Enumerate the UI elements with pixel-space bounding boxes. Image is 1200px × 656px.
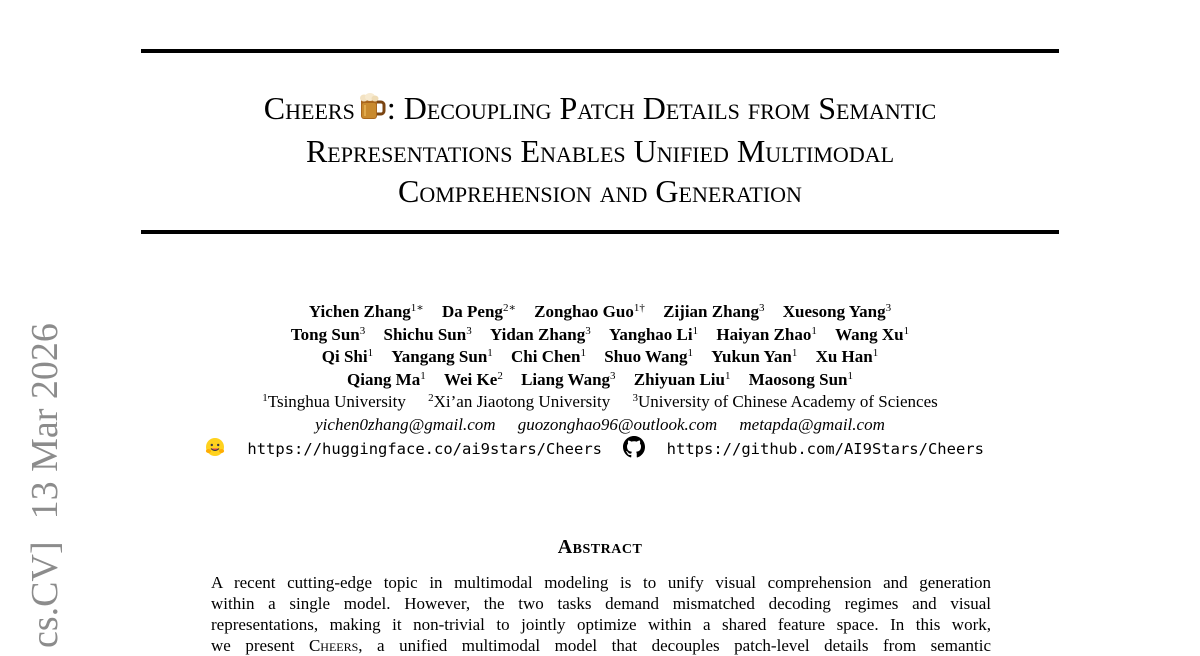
author-name: Zijian Zhang$^3$ <box>663 302 765 321</box>
affiliation: $^2$Xi’an Jiaotong University <box>428 392 611 411</box>
paper-title <box>141 88 1059 211</box>
github-link[interactable]: https://github.com/AI9Stars/Cheers <box>666 440 984 458</box>
arxiv-date: 13 Mar 2026 <box>24 323 66 520</box>
arxiv-category: cs.CV] <box>24 541 66 648</box>
author-name: Qi Shi$^1$ <box>321 347 374 366</box>
huggingface-link[interactable]: https://huggingface.co/ai9stars/Cheers <box>247 440 602 458</box>
abstract-line: representations, making it non-trivial to jointly optimize within a shared feature space. In this work, <box>211 615 991 634</box>
author-name: Zhiyuan Liu$^1$ <box>633 369 731 389</box>
author-name: Yichen Zhang$^{1∗}$ <box>308 302 424 321</box>
author-name: Qiang Ma$^1$ <box>347 369 426 389</box>
abstract-line: within a single model. However, the two tasks demand mismatched decoding regimes and visual <box>211 594 991 613</box>
project-links <box>141 436 1059 465</box>
author-name: Shuo Wang$^1$ <box>604 347 694 366</box>
title-product-name: Cheers <box>263 90 355 126</box>
author-block <box>141 301 1059 436</box>
author-name: Wei Ke$^2$ <box>443 369 503 389</box>
title-bottom-rule <box>141 230 1059 234</box>
author-name: Xuesong Yang$^3$ <box>782 302 892 321</box>
title-line-2: Representations Enables Unified Multimodal <box>305 133 895 169</box>
author-name: Maosong Sun$^1$ <box>748 369 853 389</box>
author-name: Wang Xu$^1$ <box>835 324 910 344</box>
author-name: Da Peng$^{2∗}$ <box>442 302 516 321</box>
author-name: Chi Chen$^1$ <box>511 347 586 366</box>
author-row <box>141 324 1059 347</box>
email-link[interactable]: metapda@gmail.com <box>739 414 885 434</box>
author-name: Xu Han$^1$ <box>815 347 879 366</box>
author-name: Liang Wang$^3$ <box>521 369 616 389</box>
abstract-line: A recent cutting-edge topic in multimodal modeling is to unify visual comprehension and generation <box>211 573 991 592</box>
author-row <box>141 346 1059 369</box>
affiliations-row <box>141 391 1059 414</box>
hugging-face-emoji-icon <box>204 436 226 465</box>
author-name: Yukun Yan$^1$ <box>711 347 798 366</box>
affiliation: $^3$University of Chinese Academy of Sciences <box>632 392 938 411</box>
title-line-3: Comprehension and Generation <box>398 173 802 209</box>
github-octocat-icon <box>623 436 645 465</box>
email-link[interactable]: yichen0zhang@gmail.com <box>315 414 496 434</box>
author-name: Yanghao Li$^1$ <box>609 324 699 344</box>
arxiv-side-stamp <box>24 323 66 648</box>
beer-mug-icon <box>356 91 386 131</box>
author-row <box>141 301 1059 324</box>
author-name: Tong Sun$^3$ <box>290 324 366 344</box>
title-line-1 <box>141 88 1059 131</box>
title-line-1-rest: : Decoupling Patch Details from Semantic <box>386 90 937 126</box>
author-name: Yidan Zhang$^3$ <box>489 324 591 344</box>
author-name: Haiyan Zhao$^1$ <box>716 324 817 344</box>
abstract-line: we present Cheers, a unified multimodal model that decouples patch-level details from semantic <box>211 636 991 655</box>
author-name: Shichu Sun$^3$ <box>383 324 472 344</box>
author-name: Zonghao Guo$^{1\dagger}$ <box>534 302 645 321</box>
abstract-product-name: Cheers <box>308 636 359 655</box>
author-name: Yangang Sun$^1$ <box>391 347 493 366</box>
emails-row <box>141 414 1059 437</box>
title-top-rule <box>141 49 1059 53</box>
email-link[interactable]: guozonghao96@outlook.com <box>517 414 718 434</box>
affiliation: $^1$Tsinghua University <box>262 392 406 411</box>
abstract-body <box>211 572 991 656</box>
author-row <box>141 369 1059 392</box>
abstract-heading: Abstract <box>557 536 643 558</box>
